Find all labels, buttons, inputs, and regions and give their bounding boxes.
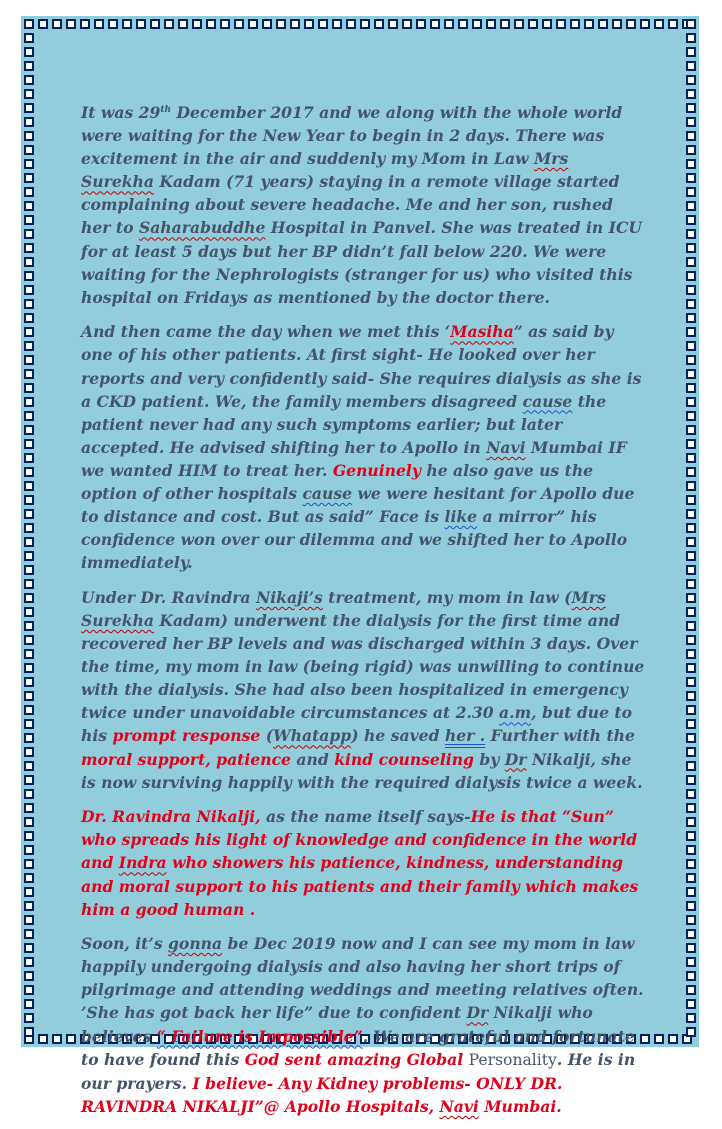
border-link — [24, 719, 34, 729]
border-link — [668, 19, 678, 29]
text: It was 29 — [81, 103, 161, 122]
border-link — [686, 89, 696, 99]
border-link — [686, 803, 696, 813]
border-link — [686, 313, 696, 323]
text: Hospital in Panvel. She was treated in ICU for at least 5 days but her BP didn’t fall below 220. We were waiting for the Nephrologists (stranger for us) who visited this hospital on Fridays as mentioned by the doctor there. — [81, 218, 642, 307]
word-personality: Personality — [468, 1050, 557, 1069]
border-link — [52, 1034, 62, 1044]
border-link — [686, 733, 696, 743]
border-link — [24, 789, 34, 799]
border-link — [626, 19, 636, 29]
border-link — [24, 943, 34, 953]
text: by — [473, 749, 505, 769]
border-link — [686, 467, 696, 477]
border-link — [686, 649, 696, 659]
text: and — [290, 749, 335, 769]
border-link — [686, 943, 696, 953]
border-link — [556, 19, 566, 29]
border-link — [24, 425, 34, 435]
border-link — [66, 1034, 76, 1044]
border-link — [360, 19, 370, 29]
border-link — [654, 19, 664, 29]
border-link — [686, 761, 696, 771]
border-link — [686, 705, 696, 715]
text: . He is in our prayers. — [81, 1049, 636, 1093]
border-link — [24, 341, 34, 351]
highlight-indra: Indra — [118, 853, 167, 873]
border-link — [24, 285, 34, 295]
border-link — [24, 397, 34, 407]
border-link — [24, 453, 34, 463]
text: treatment, my mom in law ( — [322, 587, 572, 607]
border-link — [24, 831, 34, 841]
border-link — [24, 75, 34, 85]
border-link — [24, 89, 34, 99]
grammar-word: her . — [444, 726, 486, 746]
border-link — [24, 509, 34, 519]
border-link — [686, 887, 696, 897]
border-link — [472, 19, 482, 29]
border-link — [248, 19, 258, 29]
border-link — [686, 439, 696, 449]
highlight-prompt-response: prompt response — [112, 726, 261, 746]
spellcheck-word: Surekha — [81, 610, 154, 630]
border-link — [686, 159, 696, 169]
border-link — [24, 803, 34, 813]
border-link — [24, 677, 34, 687]
text: Mumbai IF we wanted HIM to treat her. — [81, 437, 627, 480]
border-link — [304, 19, 314, 29]
paragraph-5 — [81, 932, 646, 1118]
border-link — [500, 19, 510, 29]
decorative-border-right — [683, 16, 699, 1047]
border-link — [686, 719, 696, 729]
border-link — [24, 229, 34, 239]
border-link — [686, 621, 696, 631]
border-link — [276, 19, 286, 29]
border-link — [686, 285, 696, 295]
highlight-god-sent: God sent amazing Global — [244, 1049, 464, 1069]
border-link — [24, 299, 34, 309]
border-link — [24, 481, 34, 491]
border-link — [38, 19, 48, 29]
border-link — [686, 677, 696, 687]
highlight-kind-counseling: kind counseling — [334, 749, 474, 769]
border-link — [206, 19, 216, 29]
highlight-moral-support: moral support, patience — [81, 749, 291, 769]
border-link — [686, 397, 696, 407]
border-link — [94, 19, 104, 29]
border-link — [24, 873, 34, 883]
border-link — [220, 19, 230, 29]
border-link — [374, 19, 384, 29]
text: he also gave us the option of other hospitals — [81, 460, 594, 503]
border-link — [686, 243, 696, 253]
border-link — [24, 901, 34, 911]
spellcheck-word: Whatapp — [273, 726, 352, 746]
border-link — [686, 425, 696, 435]
border-link — [686, 873, 696, 883]
border-link — [24, 705, 34, 715]
border-link — [686, 327, 696, 337]
grammar-word: cause — [522, 391, 573, 411]
border-link — [332, 19, 342, 29]
border-link — [24, 537, 34, 547]
border-link — [24, 985, 34, 995]
border-link — [612, 19, 622, 29]
border-link — [654, 1034, 664, 1044]
border-link — [192, 19, 202, 29]
text: . We are grateful and fortunate to have found this — [81, 1026, 635, 1069]
border-link — [122, 19, 132, 29]
border-link — [686, 845, 696, 855]
highlight-genuinely: Genuinely — [332, 460, 421, 480]
text: Under Dr. Ravindra — [81, 587, 256, 607]
testimonial-letter — [81, 101, 646, 1129]
text: December 2017 and we along with the whole world were waiting for the New Year to begin in 2 days. There was excitement in the air and suddenly my Mom in Law — [81, 103, 623, 169]
border-link — [24, 411, 34, 421]
border-link — [66, 19, 76, 29]
border-link — [584, 19, 594, 29]
border-link — [24, 173, 34, 183]
border-link — [24, 593, 34, 603]
border-link — [24, 19, 34, 29]
border-link — [686, 985, 696, 995]
text: Nikalji, she is now surviving happily with the required dialysis twice a week. — [81, 749, 643, 792]
border-link — [24, 313, 34, 323]
border-link — [686, 999, 696, 1009]
border-link — [24, 845, 34, 855]
border-link — [686, 523, 696, 533]
border-link — [24, 383, 34, 393]
paragraph-4 — [81, 805, 646, 920]
border-link — [686, 453, 696, 463]
border-link — [686, 131, 696, 141]
border-link — [686, 229, 696, 239]
border-link — [24, 327, 34, 337]
border-link — [686, 271, 696, 281]
border-link — [24, 957, 34, 967]
border-link — [262, 19, 272, 29]
border-link — [686, 19, 696, 29]
border-link — [528, 19, 538, 29]
spellcheck-word: gonna — [168, 934, 223, 954]
highlight-closing: Navi — [439, 1096, 479, 1116]
highlight-tribute: He is that “Sun” who spreads his light of knowledge and confidence in the world and — [81, 807, 638, 873]
border-link — [24, 551, 34, 561]
border-link — [686, 929, 696, 939]
border-link — [686, 901, 696, 911]
border-link — [318, 19, 328, 29]
border-link — [150, 19, 160, 29]
border-link — [430, 19, 440, 29]
text: ) he saved — [351, 726, 445, 746]
border-link — [24, 733, 34, 743]
border-link — [290, 19, 300, 29]
text: we were hesitant for Apollo due to distance and cost. But as said” Face is — [81, 484, 635, 527]
border-link — [24, 187, 34, 197]
highlight-tribute: who showers his patience, kindness, understanding and moral support to his patients and their family which makes him a good human . — [81, 853, 639, 919]
border-link — [686, 215, 696, 225]
border-link — [24, 635, 34, 645]
border-link — [570, 19, 580, 29]
border-link — [686, 859, 696, 869]
border-link — [686, 1027, 696, 1037]
border-link — [24, 929, 34, 939]
border-link — [686, 817, 696, 827]
border-link — [686, 117, 696, 127]
border-link — [686, 775, 696, 785]
text: the patient never had any such symptoms earlier; but later accepted. He advised shifting her to Apollo in — [81, 391, 607, 457]
border-link — [514, 19, 524, 29]
border-link — [24, 243, 34, 253]
border-link — [686, 145, 696, 155]
border-link — [24, 971, 34, 981]
border-link — [686, 383, 696, 393]
decorative-border-left — [21, 16, 37, 1047]
border-link — [24, 355, 34, 365]
border-link — [24, 1027, 34, 1037]
spellcheck-word: Navi — [486, 437, 526, 457]
text: as the name itself says- — [260, 807, 471, 827]
border-link — [686, 537, 696, 547]
border-link — [686, 579, 696, 589]
highlight-failure-is-impossible: “ Failure is Impossible” — [156, 1026, 363, 1046]
border-link — [686, 341, 696, 351]
decorative-border-top — [21, 16, 699, 32]
border-link — [686, 565, 696, 575]
text: be Dec 2019 now and I can see my mom in law happily undergoing dialysis and also having her short trips of pilgrimage and attending weddings and meeting relatives often. ’She has got back her life” due to confident — [81, 934, 644, 1023]
border-link — [24, 257, 34, 267]
border-link — [234, 19, 244, 29]
border-link — [686, 691, 696, 701]
border-link — [686, 355, 696, 365]
border-link — [24, 61, 34, 71]
text: Kadam (71 years) staying in a remote village started complaining about severe headache. Me and her son, rushed her to — [81, 172, 620, 238]
border-link — [686, 495, 696, 505]
border-link — [24, 1013, 34, 1023]
border-link — [80, 19, 90, 29]
ordinal-suffix: th — [160, 104, 172, 115]
highlight-closing: Mumbai. — [484, 1096, 562, 1116]
border-link — [136, 19, 146, 29]
border-link — [24, 369, 34, 379]
border-link — [346, 19, 356, 29]
border-link — [686, 607, 696, 617]
border-link — [686, 33, 696, 43]
border-link — [686, 481, 696, 491]
text: And then came the day when we met this ‘ — [81, 322, 451, 342]
border-link — [686, 411, 696, 421]
border-link — [24, 215, 34, 225]
border-link — [24, 649, 34, 659]
border-link — [24, 201, 34, 211]
border-link — [24, 663, 34, 673]
spellcheck-word: Dr — [466, 1003, 489, 1023]
border-link — [24, 495, 34, 505]
text: Further with the — [485, 726, 635, 746]
border-link — [24, 817, 34, 827]
border-link — [686, 635, 696, 645]
border-link — [24, 467, 34, 477]
border-link — [458, 19, 468, 29]
border-link — [24, 747, 34, 757]
text: Kadam) underwent the dialysis for the first time and recovered her BP levels and was discharged within 3 days. Over the time, my mom in law (being rigid) was unwilling to continue with the dialysis. She had also been hospitalized in emergency twice under unavoidable circumstances at 2.30 — [81, 610, 645, 723]
text: , but due to his — [81, 703, 633, 746]
border-link — [686, 551, 696, 561]
border-link — [598, 19, 608, 29]
border-link — [24, 271, 34, 281]
border-link — [24, 33, 34, 43]
border-link — [24, 117, 34, 127]
border-link — [686, 957, 696, 967]
border-link — [24, 915, 34, 925]
border-link — [24, 887, 34, 897]
text: Nikalji who believes — [81, 1003, 593, 1046]
spellcheck-word: Mrs — [571, 587, 606, 607]
border-link — [686, 173, 696, 183]
border-link — [24, 621, 34, 631]
border-link — [24, 103, 34, 113]
border-link — [686, 103, 696, 113]
border-link — [686, 61, 696, 71]
border-link — [24, 439, 34, 449]
border-link — [686, 593, 696, 603]
grammar-word: like — [444, 507, 478, 527]
text: a mirror” his confidence won over our dilemma and we shifted her to Apollo immediately. — [81, 507, 628, 573]
highlight-masiha: Masiha — [450, 322, 514, 342]
border-link — [24, 159, 34, 169]
border-link — [24, 565, 34, 575]
border-link — [486, 19, 496, 29]
border-link — [24, 761, 34, 771]
border-link — [24, 775, 34, 785]
spellcheck-word: Nikaji’s — [255, 587, 323, 607]
border-link — [686, 915, 696, 925]
spellcheck-word: Dr — [504, 749, 527, 769]
spellcheck-word: Saharabuddhe — [138, 218, 266, 238]
border-link — [52, 19, 62, 29]
border-link — [686, 201, 696, 211]
text: ” as said by one of his other patients. At first sight- He looked over her reports and very confidently said- She requires dialysis as she is a CKD patient. We, the family members disagreed — [81, 322, 642, 411]
border-link — [686, 971, 696, 981]
border-link — [686, 299, 696, 309]
border-link — [24, 131, 34, 141]
border-link — [164, 19, 174, 29]
border-link — [542, 19, 552, 29]
border-link — [668, 1034, 678, 1044]
paragraph-2 — [81, 320, 646, 574]
border-link — [388, 19, 398, 29]
border-link — [686, 747, 696, 757]
border-link — [686, 1013, 696, 1023]
grammar-word: a.m — [499, 703, 532, 723]
paragraph-3 — [81, 586, 646, 794]
highlight-doctor-name: Dr. Ravindra Nikalji, — [81, 807, 261, 827]
spellcheck-word: Surekha — [81, 172, 154, 192]
border-link — [686, 789, 696, 799]
border-link — [686, 831, 696, 841]
border-link — [24, 579, 34, 589]
border-link — [686, 187, 696, 197]
border-link — [24, 859, 34, 869]
spellcheck-word: Mrs — [533, 149, 569, 169]
paragraph-1 — [81, 101, 646, 309]
border-link — [416, 19, 426, 29]
border-link — [24, 691, 34, 701]
border-link — [444, 19, 454, 29]
border-link — [24, 999, 34, 1009]
border-link — [24, 145, 34, 155]
border-link — [178, 19, 188, 29]
grammar-word: cause — [302, 484, 353, 503]
border-link — [640, 19, 650, 29]
text: Soon, it’s — [81, 934, 169, 954]
border-link — [686, 257, 696, 267]
border-link — [686, 369, 696, 379]
border-link — [38, 1034, 48, 1044]
border-link — [108, 19, 118, 29]
highlight-closing: I believe- Any Kidney problems- ONLY DR. RAVINDRA NIKALJI”@ Apollo Hospitals, — [81, 1073, 563, 1116]
border-link — [686, 75, 696, 85]
border-link — [24, 607, 34, 617]
border-link — [686, 509, 696, 519]
border-link — [24, 47, 34, 57]
border-link — [686, 47, 696, 57]
border-link — [24, 523, 34, 533]
text: ( — [260, 726, 274, 746]
border-link — [402, 19, 412, 29]
border-link — [686, 663, 696, 673]
